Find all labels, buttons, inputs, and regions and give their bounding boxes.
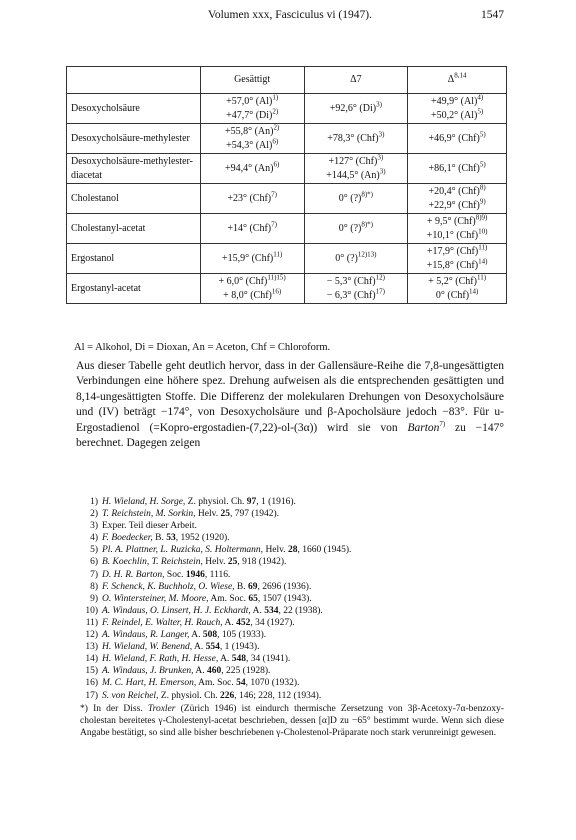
- star-note-number: *): [80, 703, 88, 714]
- rotation-value: +86,1° (Chf)$^{5)}$: [428, 160, 486, 174]
- rotation-cell: [200, 124, 304, 154]
- footnote-journal: A.: [252, 605, 262, 616]
- rotation-cell: [304, 94, 408, 124]
- footnote-volume: 25: [227, 557, 238, 568]
- footnote-journal: A.: [195, 666, 205, 677]
- footnote-journal: A.: [191, 630, 201, 641]
- footnote-authors: A. Windaus, J. Brunken,: [102, 666, 194, 677]
- footnote-number: 4): [90, 533, 98, 544]
- footnote-journal: Am. Soc.: [210, 593, 246, 604]
- rotation-cell: [408, 94, 507, 124]
- footnote-number: 2): [90, 509, 98, 520]
- footnote-volume: 460: [207, 666, 222, 677]
- rotation-value: +17,9° (Chf)$^{11)}$: [426, 243, 488, 257]
- rotation-value: +57,0° $(Al)^{1)}$: [226, 93, 279, 107]
- footnote-pages: , 225 (1928).: [221, 666, 271, 677]
- footnote: [80, 581, 504, 593]
- footnote-volume: 28: [288, 545, 298, 556]
- footnote-authors: O. Wintersteiner, M. Moore,: [102, 593, 209, 604]
- footnote-pages: , 2696 (1936).: [257, 581, 312, 592]
- footnote-journal: Z. physiol. Ch.: [187, 497, 245, 507]
- rotation-value: +54,3° $(Al)^{6)}$: [226, 137, 279, 151]
- table-legend: Al = Alkohol, Di = Dioxan, An = Aceton, Chf = Chloroform.: [74, 342, 331, 353]
- footnote-number: 7): [90, 569, 98, 580]
- footnote-pages: , 918 (1942).: [237, 557, 287, 568]
- footnote-pages: , 1 (1943).: [219, 642, 260, 653]
- column-header: Δ$^{8,14}$: [408, 67, 507, 94]
- footnote-journal: A.: [220, 654, 230, 665]
- footnote-pages: , 1 (1916).: [256, 497, 296, 507]
- compound-name: Cholestanol: [67, 184, 201, 214]
- rotation-cell: [408, 124, 507, 154]
- footnote-volume: 65: [248, 593, 258, 604]
- footnote-pages: , 146; 228, 112 (1934).: [234, 690, 322, 701]
- rotation-cell: [200, 154, 304, 184]
- footnotes: [80, 496, 504, 739]
- footnote-journal: B.: [236, 581, 246, 592]
- compound-name: Desoxycholsäure-methylester: [67, 124, 201, 154]
- rotation-value: +127° (Chf)$^{3)}$: [328, 153, 384, 167]
- footnote-number: 12): [85, 630, 98, 641]
- footnote-pages: , 1070 (1932).: [245, 678, 300, 689]
- footnote-authors: T. Reichstein, M. Sorkin,: [102, 509, 196, 520]
- optical-rotation-table: [66, 66, 507, 304]
- rotation-cell: [408, 244, 507, 274]
- star-note-author: Troxler: [147, 703, 176, 714]
- footnote-pages: , 22 (1938).: [278, 605, 323, 616]
- running-header: [76, 9, 504, 25]
- footnote-volume: 548: [231, 654, 246, 665]
- footnote-authors: H. Wieland, W. Benend,: [102, 642, 193, 653]
- footnote: [80, 508, 504, 520]
- footnote: [80, 665, 504, 677]
- rotation-cell: [408, 184, 507, 214]
- footnote-number: 1): [90, 497, 98, 507]
- footnote-authors: F. Boedecker,: [102, 533, 153, 544]
- rotation-cell: [200, 244, 304, 274]
- footnote-journal: A.: [224, 617, 234, 628]
- rotation-value: +20,4° (Chf)$^{8)}$: [428, 183, 486, 197]
- footnote-number: 9): [90, 593, 98, 604]
- footnote-star-note: [80, 703, 504, 740]
- footnote: [80, 690, 504, 702]
- footnote: [80, 677, 504, 689]
- footnote-journal: Helv.: [265, 545, 286, 556]
- rotation-value: +94,4° $(An)^{6)}$: [224, 160, 280, 174]
- footnote-pages: , 1116.: [204, 569, 231, 580]
- footnote: [80, 532, 504, 544]
- body-text-1: Aus dieser Tabelle geht deutlich hervor, dass in der Gallensäure-Reihe die 7,8-ungesättigten Verbindungen eine höhere spez. Drehung aufweisen als die entsprechenden gesättigten und 8,14-ungesättigten Stoffe. Die Differenz der molekularen Drehungen von Desoxycholsäure und (IV) beträgt −174°, von Desoxycholsäure und β-Apocholsäure jedoch −83°. Für u-Ergostadienol (=Kopro-ergostadien-(7,22)-ol-(3α)) wird sie von: [76, 360, 504, 434]
- star-note-text-1: In der Diss.: [93, 703, 148, 714]
- footnote-pages: , 105 (1933).: [217, 630, 267, 641]
- footnote-journal: Exper. Teil dieser Arbeit.: [102, 521, 197, 532]
- footnote-journal: Z. physiol. Ch.: [160, 690, 218, 701]
- footnote-number: 3): [90, 521, 98, 532]
- rotation-value: 0° (?)$^{8)*)}$: [338, 190, 374, 204]
- footnote-pages: , 1507 (1943).: [257, 593, 312, 604]
- footnote: [80, 629, 504, 641]
- footnote-journal: A.: [194, 642, 204, 653]
- footnote-authors: B. Koechlin, T. Reichstein,: [102, 557, 203, 568]
- footnote: [80, 544, 504, 556]
- rotation-value: + 9,5° (Chf)$^{8)9)}$: [426, 213, 488, 227]
- compound-name: Ergostanol: [67, 244, 201, 274]
- footnote: [80, 605, 504, 617]
- footnote-authors: H. Wieland, F. Rath, H. Hesse,: [102, 654, 219, 665]
- footnote-number: 5): [90, 545, 98, 556]
- footnote-authors: D. H. R. Barton,: [102, 569, 165, 580]
- footnote-volume: 53: [166, 533, 176, 544]
- rotation-value: +50,2° $(Al)^{5)}$: [431, 107, 484, 121]
- compound-name: Desoxycholsäure: [67, 94, 201, 124]
- rotation-cell: [200, 94, 304, 124]
- column-header: Gesättigt: [200, 67, 304, 94]
- footnote: [80, 569, 504, 581]
- footnote-journal: Am. Soc.: [198, 678, 234, 689]
- rotation-value: − 5,3° (Chf)$^{12)}$: [326, 273, 385, 287]
- rotation-value: +15,9° (Chf)$^{11)}$: [221, 250, 283, 264]
- footnote-number: 11): [85, 617, 98, 628]
- footnote-number: 10): [85, 605, 98, 616]
- footnote-authors: F. Schenck, K. Buchholz, O. Wiese,: [102, 581, 235, 592]
- compound-name: Ergostanyl-acetat: [67, 274, 201, 304]
- compound-name: Desoxycholsäure-methylester-diacetat: [67, 154, 201, 184]
- footnote-pages: , 797 (1942).: [229, 509, 280, 520]
- rotation-value: +23° (Chf)$^{7)}$: [227, 190, 277, 204]
- footnote-authors: A. Windaus, R. Langer,: [102, 630, 190, 641]
- footnote-volume: 54: [236, 678, 246, 689]
- footnote: [80, 617, 504, 629]
- rotation-cell: [408, 154, 507, 184]
- table-row: [67, 274, 507, 304]
- rotation-value: 0° (?)$^{12)13)}$: [335, 250, 377, 264]
- footnote-pages: , 34 (1941).: [245, 654, 291, 665]
- footnote-volume: 452: [236, 617, 251, 628]
- footnote: [80, 496, 504, 508]
- footnote-authors: S. von Reichel,: [102, 690, 159, 701]
- footnote-volume: 226: [219, 690, 235, 701]
- table-row: [67, 214, 507, 244]
- star-note-text-2: (Zürich 1946) ist eindurch thermische Zersetzung von 3β-Acetoxy-7α-benzoxy-cholestan bereitetes γ-Cholestenyl-acetat beschrieben, dessen [α]D zu −65° bestimmt wurde. Wenn sich diese Angabe bestätigt, so sind alle bisher beschriebenen γ-Cholestenol-Präparate noch stark verunreinigt gewesen.: [80, 703, 504, 739]
- rotation-cell: [304, 244, 408, 274]
- footnote-authors: A. Windaus, O. Linsert, H. J. Eckhardt,: [102, 605, 251, 616]
- table-row: [67, 184, 507, 214]
- footnote-volume: 534: [264, 605, 279, 616]
- rotation-value: +55,8° $(An)^{2)}$: [224, 123, 280, 137]
- footnote-pages: , 34 (1927).: [250, 617, 295, 628]
- rotation-value: +78,3° (Chf)$^{3)}$: [327, 130, 385, 144]
- rotation-value: + 6,0° (Chf)$^{11)15)}$: [218, 273, 286, 287]
- rotation-value: +14° (Chf)$^{7)}$: [227, 220, 277, 234]
- rotation-value: + 5,2° (Chf)$^{11)}$: [428, 273, 487, 287]
- footnote: [80, 556, 504, 568]
- column-header: Δ7: [304, 67, 408, 94]
- footnote-volume: 508: [202, 630, 218, 641]
- footnote-volume: 554: [205, 642, 220, 653]
- footnote-number: 17): [85, 690, 98, 701]
- footnote-number: 16): [85, 678, 98, 689]
- footnote-authors: H. Wieland, H. Sorge,: [102, 497, 186, 507]
- footnote-journal: Soc.: [166, 569, 184, 580]
- footnote-number: 15): [85, 666, 98, 677]
- table-row: [67, 154, 507, 184]
- rotation-cell: [304, 184, 408, 214]
- footnote-volume: 97: [246, 497, 257, 507]
- rotation-value: +144,5° $(An)^{3)}$: [326, 167, 386, 181]
- page-number: 1547: [481, 9, 504, 21]
- table-row: [67, 244, 507, 274]
- footnote-journal: Helv.: [197, 509, 219, 520]
- rotation-value: 0° (?)$^{8)*)}$: [338, 220, 374, 234]
- footnote-volume: 69: [248, 581, 258, 592]
- table-row: [67, 94, 507, 124]
- body-text-2: zu −147° berechnet. Dagegen zeigen: [76, 421, 504, 450]
- footnote-authors: F. Reindel, E. Walter, H. Rauch,: [102, 617, 223, 628]
- rotation-cell: [304, 154, 408, 184]
- rotation-cell: [408, 274, 507, 304]
- rotation-cell: [200, 274, 304, 304]
- body-author: Barton: [407, 421, 440, 434]
- footnote-volume: 1946: [185, 569, 205, 580]
- rotation-cell: [408, 214, 507, 244]
- column-header: [67, 67, 201, 94]
- footnote-number: 6): [90, 557, 98, 568]
- footnote-journal: Helv.: [205, 557, 226, 568]
- table-row: [67, 124, 507, 154]
- rotation-value: +15,8° (Chf)$^{14)}$: [426, 257, 488, 271]
- footnote: [80, 520, 504, 532]
- table-header-row: [67, 67, 507, 94]
- footnote: [80, 653, 504, 665]
- rotation-value: +10,1° (Chf)$^{10)}$: [426, 227, 488, 241]
- footnote: [80, 593, 504, 605]
- footnote-number: 14): [85, 654, 98, 665]
- rotation-value: +92,6° $(Di)^{3)}$: [329, 100, 382, 114]
- journal-title: Volumen xxx, Fasciculus vi (1947).: [208, 9, 372, 21]
- footnote-volume: 25: [220, 509, 230, 520]
- footnote-journal: B.: [155, 533, 164, 544]
- rotation-value: 0° (Chf)$^{14)}$: [435, 287, 479, 301]
- rotation-cell: [304, 124, 408, 154]
- rotation-value: +46,9° (Chf)$^{5)}$: [428, 130, 486, 144]
- rotation-value: − 6,3° (Chf)$^{17)}$: [326, 287, 385, 301]
- footnote-authors: M. C. Hart, H. Emerson,: [102, 678, 197, 689]
- body-paragraph: [76, 359, 504, 451]
- body-ref: 7): [439, 419, 446, 428]
- footnote-pages: , 1660 (1945).: [297, 545, 352, 556]
- rotation-value: +22,9° (Chf)$^{9)}$: [428, 197, 486, 211]
- rotation-value: +47,7° $(Di)^{2)}$: [226, 107, 279, 121]
- footnote-pages: , 1952 (1920).: [175, 533, 230, 544]
- rotation-value: + 8,0° (Chf)$^{16)}$: [223, 287, 282, 301]
- footnote-number: 8): [90, 581, 98, 592]
- rotation-cell: [304, 214, 408, 244]
- footnote: [80, 641, 504, 653]
- rotation-cell: [200, 214, 304, 244]
- footnote-number: 13): [85, 642, 98, 653]
- rotation-value: +49,9° $(Al)^{4)}$: [431, 93, 484, 107]
- rotation-cell: [200, 184, 304, 214]
- compound-name: Cholestanyl-acetat: [67, 214, 201, 244]
- footnote-authors: Pl. A. Plattner, L. Ruzicka, S. Holtermann,: [102, 545, 264, 556]
- rotation-cell: [304, 274, 408, 304]
